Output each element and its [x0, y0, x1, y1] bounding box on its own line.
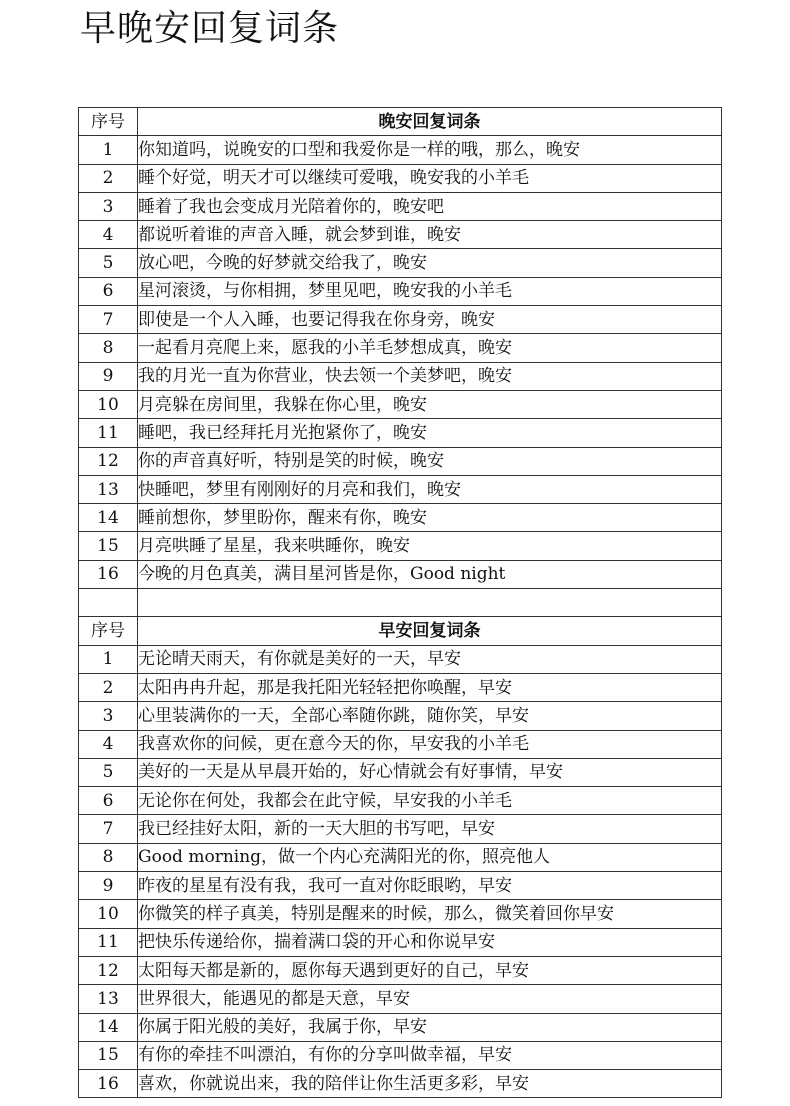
row-number: 3	[79, 192, 138, 220]
row-number: 16	[79, 560, 138, 588]
row-number: 15	[79, 1041, 138, 1069]
row-text: 把快乐传递给你，揣着满口袋的开心和你说早安	[138, 928, 722, 956]
row-text: 睡个好觉，明天才可以继续可爱哦，晚安我的小羊毛	[138, 164, 722, 192]
row-number: 1	[79, 136, 138, 164]
table-row	[79, 192, 722, 220]
row-text: 月亮哄睡了星星，我来哄睡你，晚安	[138, 532, 722, 560]
table-row	[79, 928, 722, 956]
reply-table	[78, 107, 722, 1098]
table-row	[79, 673, 722, 701]
table-row	[79, 560, 722, 588]
table-row	[79, 362, 722, 390]
row-number: 10	[79, 900, 138, 928]
spacer-row	[79, 589, 722, 617]
row-text: 喜欢，你就说出来，我的陪伴让你生活更多彩，早安	[138, 1070, 722, 1098]
table-row	[79, 815, 722, 843]
row-number: 9	[79, 362, 138, 390]
section-title-header: 晚安回复词条	[138, 108, 722, 136]
row-text: 无论你在何处，我都会在此守候，早安我的小羊毛	[138, 787, 722, 815]
row-text: 月亮躲在房间里，我躲在你心里，晚安	[138, 390, 722, 418]
row-number: 16	[79, 1070, 138, 1098]
row-number: 14	[79, 504, 138, 532]
row-text: 星河滚烫，与你相拥，梦里见吧，晚安我的小羊毛	[138, 277, 722, 305]
row-number: 12	[79, 447, 138, 475]
row-text: 我喜欢你的问候，更在意今天的你，早安我的小羊毛	[138, 730, 722, 758]
table-row	[79, 249, 722, 277]
table-row	[79, 334, 722, 362]
row-number: 6	[79, 277, 138, 305]
row-number: 3	[79, 702, 138, 730]
row-text: 一起看月亮爬上来，愿我的小羊毛梦想成真，晚安	[138, 334, 722, 362]
row-number: 11	[79, 419, 138, 447]
row-text: 今晚的月色真美，满目星河皆是你，Good night	[138, 560, 722, 588]
row-text: 世界很大，能遇见的都是天意，早安	[138, 985, 722, 1013]
section-header-row	[79, 108, 722, 136]
table-row	[79, 164, 722, 192]
row-text: 你知道吗，说晚安的口型和我爱你是一样的哦，那么，晚安	[138, 136, 722, 164]
row-number: 7	[79, 815, 138, 843]
table-row	[79, 221, 722, 249]
row-number: 5	[79, 758, 138, 786]
table-row	[79, 504, 722, 532]
row-number: 9	[79, 872, 138, 900]
row-text: 昨夜的星星有没有我，我可一直对你眨眼哟，早安	[138, 872, 722, 900]
row-number: 2	[79, 164, 138, 192]
row-text: Good morning，做一个内心充满阳光的你，照亮他人	[138, 843, 722, 871]
row-text: 我的月光一直为你营业，快去领一个美梦吧，晚安	[138, 362, 722, 390]
table-row	[79, 532, 722, 560]
table-row	[79, 419, 722, 447]
row-text: 放心吧，今晚的好梦就交给我了，晚安	[138, 249, 722, 277]
row-text: 都说听着谁的声音入睡，就会梦到谁，晚安	[138, 221, 722, 249]
table-row	[79, 730, 722, 758]
reply-table-body	[79, 108, 722, 1098]
page-title: 早晚安回复词条	[80, 8, 340, 49]
table-row	[79, 1070, 722, 1098]
table-row	[79, 277, 722, 305]
row-number: 4	[79, 730, 138, 758]
table-row	[79, 900, 722, 928]
section-title-header: 早安回复词条	[138, 617, 722, 645]
row-number: 13	[79, 985, 138, 1013]
section-header-row	[79, 617, 722, 645]
row-number: 1	[79, 645, 138, 673]
table-row	[79, 475, 722, 503]
row-text: 你属于阳光般的美好，我属于你，早安	[138, 1013, 722, 1041]
row-text: 太阳每天都是新的，愿你每天遇到更好的自己，早安	[138, 956, 722, 984]
row-text: 无论晴天雨天，有你就是美好的一天，早安	[138, 645, 722, 673]
row-number: 14	[79, 1013, 138, 1041]
row-text: 快睡吧，梦里有刚刚好的月亮和我们，晚安	[138, 475, 722, 503]
table-row	[79, 1041, 722, 1069]
table-row	[79, 136, 722, 164]
table-row	[79, 447, 722, 475]
table-row	[79, 872, 722, 900]
row-text: 你的声音真好听，特别是笑的时候，晚安	[138, 447, 722, 475]
row-number: 8	[79, 334, 138, 362]
row-text: 你微笑的样子真美，特别是醒来的时候，那么，微笑着回你早安	[138, 900, 722, 928]
row-text: 有你的牵挂不叫漂泊，有你的分享叫做幸福，早安	[138, 1041, 722, 1069]
spacer-cell	[79, 589, 138, 617]
table-row	[79, 985, 722, 1013]
row-text: 即使是一个人入睡，也要记得我在你身旁，晚安	[138, 306, 722, 334]
row-number: 11	[79, 928, 138, 956]
table-row	[79, 1013, 722, 1041]
row-text: 睡着了我也会变成月光陪着你的，晚安吧	[138, 192, 722, 220]
row-text: 睡前想你，梦里盼你，醒来有你，晚安	[138, 504, 722, 532]
spacer-cell	[138, 589, 722, 617]
table-row	[79, 843, 722, 871]
row-number: 15	[79, 532, 138, 560]
table-row	[79, 645, 722, 673]
row-number: 6	[79, 787, 138, 815]
row-number: 8	[79, 843, 138, 871]
row-text: 我已经挂好太阳，新的一天大胆的书写吧，早安	[138, 815, 722, 843]
row-text: 美好的一天是从早晨开始的，好心情就会有好事情，早安	[138, 758, 722, 786]
row-number: 7	[79, 306, 138, 334]
table-row	[79, 306, 722, 334]
table-row	[79, 956, 722, 984]
row-number: 5	[79, 249, 138, 277]
row-number: 2	[79, 673, 138, 701]
row-number: 10	[79, 390, 138, 418]
table-row	[79, 702, 722, 730]
table-row	[79, 787, 722, 815]
row-text: 心里装满你的一天，全部心率随你跳，随你笑，早安	[138, 702, 722, 730]
row-text: 睡吧，我已经拜托月光抱紧你了，晚安	[138, 419, 722, 447]
row-number: 12	[79, 956, 138, 984]
row-number: 4	[79, 221, 138, 249]
row-text: 太阳冉冉升起，那是我托阳光轻轻把你唤醒，早安	[138, 673, 722, 701]
table-row	[79, 758, 722, 786]
table-row	[79, 390, 722, 418]
number-column-header: 序号	[79, 108, 138, 136]
number-column-header: 序号	[79, 617, 138, 645]
row-number: 13	[79, 475, 138, 503]
